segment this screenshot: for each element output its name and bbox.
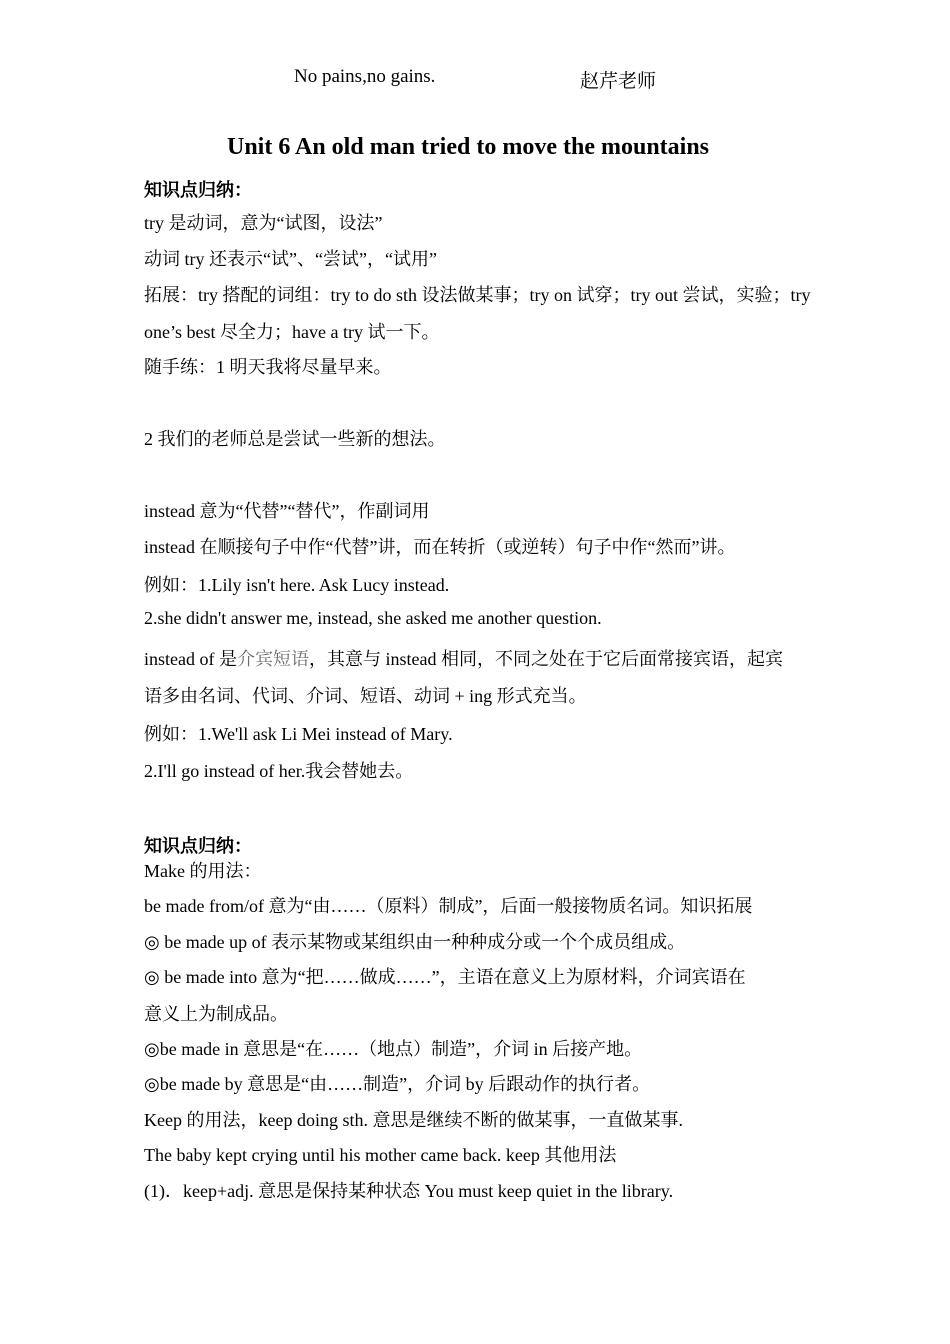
try-extension-line1: 拓展：try 搭配的词组：try to do sth 设法做某事；try on 试穿；try out 尝试，实验；try (144, 285, 811, 305)
try-extension-line2: one’s best 尽全力；have a try 试一下。 (144, 322, 440, 342)
instead-of-definition-line2: 语多由名词、代词、介词、短语、动词 + ing 形式充当。 (144, 686, 587, 706)
be-made-by: ◎be made by 意思是“由……制造”，介词 by 后跟动作的执行者。 (144, 1074, 651, 1094)
instead-of-example-2: 2.I'll go instead of her.我会替她去。 (144, 761, 414, 781)
practice-item-2: 2 我们的老师总是尝试一些新的想法。 (144, 429, 446, 449)
try-definition: try 是动词，意为“试图，设法” (144, 213, 383, 233)
header-motto: No pains,no gains. (294, 66, 436, 87)
instead-definition: instead 意为“代替”“替代”，作副词用 (144, 501, 430, 521)
be-made-up-of: ◎ be made up of 表示某物或某组织由一种种成分或一个个成员组成。 (144, 932, 686, 952)
practice-item-1: 随手练：1 明天我将尽量早来。 (144, 357, 392, 377)
be-made-into-line2: 意义上为制成品。 (144, 1004, 288, 1024)
instead-of-pre: instead of 是 (144, 649, 237, 669)
keep-usage-3: (1)．keep+adj. 意思是保持某种状态 You must keep quiet in the library. (144, 1181, 674, 1201)
instead-usage: instead 在顺接句子中作“代替”讲，而在转折（或逆转）句子中作“然而”讲。 (144, 537, 736, 557)
prepositional-phrase-link: 介宾短语 (236, 649, 309, 669)
keep-usage-2: The baby kept crying until his mother came back. keep 其他用法 (144, 1145, 617, 1165)
make-usage-title: Make 的用法： (144, 861, 262, 881)
keep-usage-1: Keep 的用法，keep doing sth. 意思是继续不断的做某事，一直做某事. (144, 1110, 683, 1130)
try-more-meanings: 动词 try 还表示“试”、“尝试”，“试用” (144, 249, 437, 269)
instead-example-2: 2.she didn't answer me, instead, she asked me another question. (144, 608, 602, 628)
instead-example-1: 例如：1.Lily isn't here. Ask Lucy instead. (144, 575, 450, 595)
be-made-into-line1: ◎ be made into 意为“把……做成……”，主语在意义上为原材料，介词宾语在 (144, 967, 746, 987)
be-made-in: ◎be made in 意思是“在……（地点）制造”，介词 in 后接产地。 (144, 1039, 643, 1059)
instead-of-definition (144, 645, 783, 671)
header-teacher: 赵芹老师 (580, 71, 657, 92)
section1-heading: 知识点归纳： (144, 180, 252, 200)
instead-of-post: ，其意与 instead 相同，不同之处在于它后面常接宾语，起宾 (308, 649, 783, 669)
instead-of-example-1: 例如：1.We'll ask Li Mei instead of Mary. (144, 724, 453, 744)
page-title: Unit 6 An old man tried to move the mountains (226, 134, 710, 160)
section2-heading: 知识点归纳： (144, 836, 252, 856)
be-made-from: be made from/of 意为“由……（原料）制成”，后面一般接物质名词。知识拓展 (144, 896, 753, 916)
